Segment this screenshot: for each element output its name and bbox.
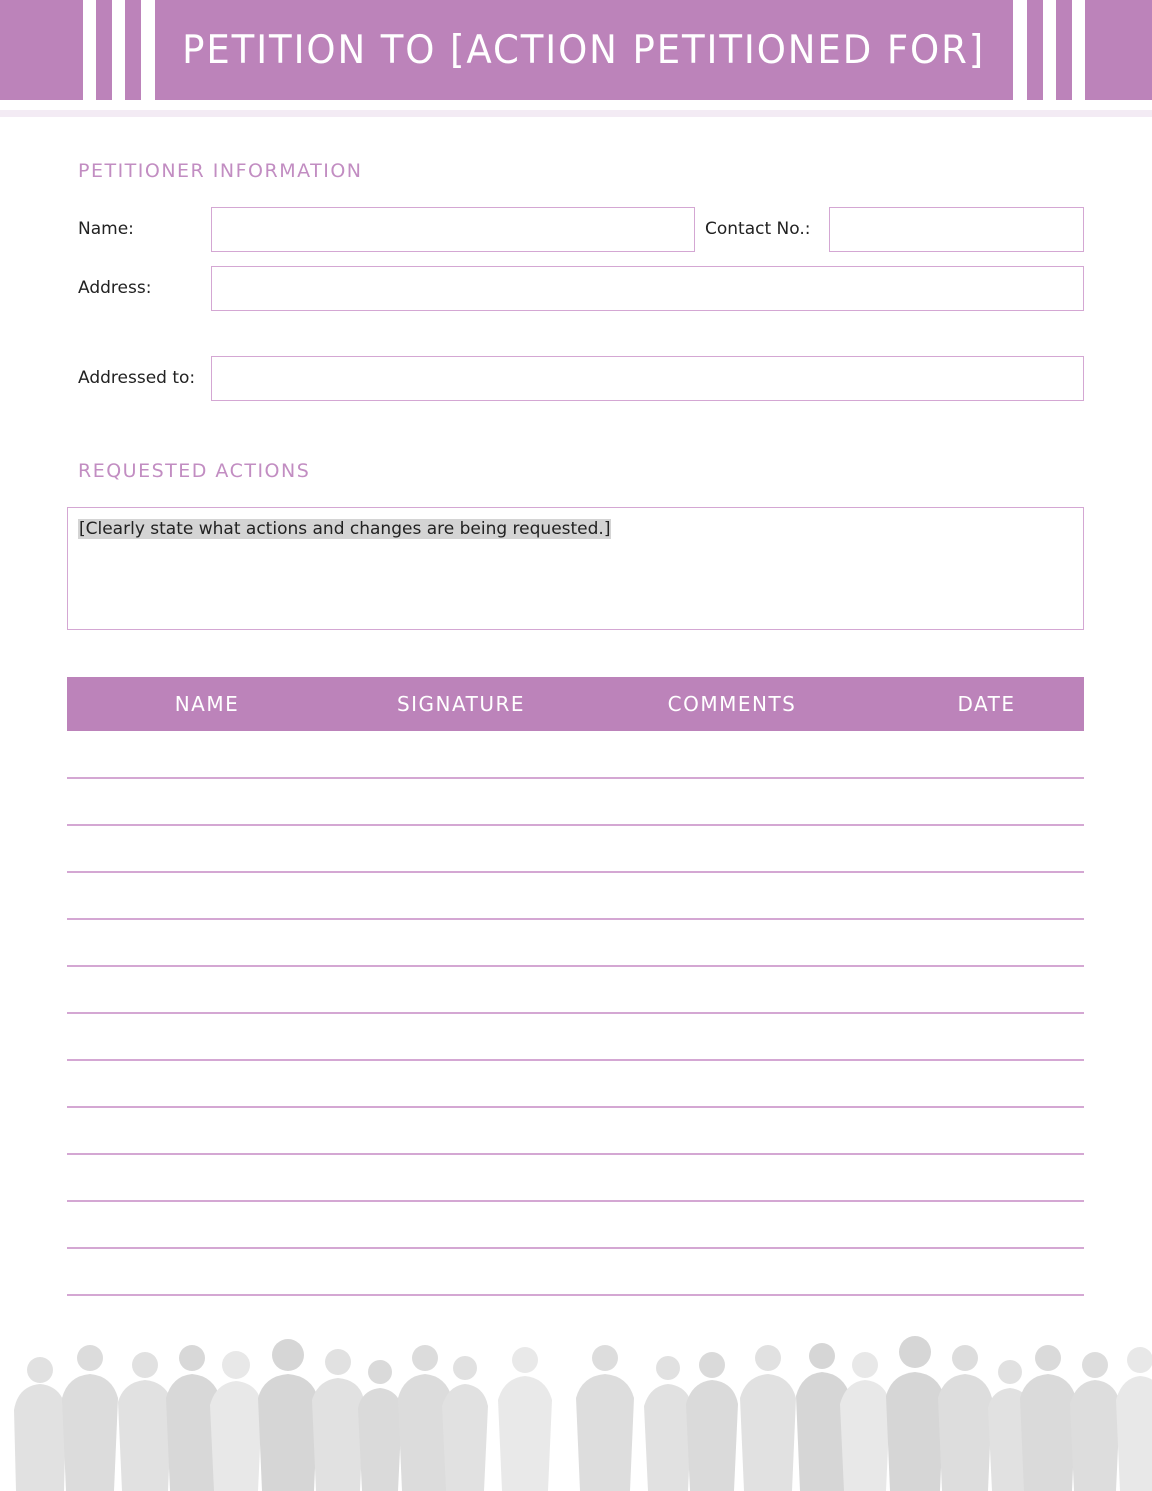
address-field[interactable]: [211, 266, 1084, 311]
requested-actions-placeholder[interactable]: [Clearly state what actions and changes are being requested.]: [79, 519, 611, 539]
header-underline-strip: [0, 110, 1152, 117]
header-right-block: [1085, 0, 1152, 100]
section-title-requested-actions: REQUESTED ACTIONS: [78, 460, 311, 482]
header-left-block: [0, 0, 83, 100]
contact-field[interactable]: [829, 207, 1084, 252]
addressed-to-label: Addressed to:: [78, 368, 196, 388]
column-header-name: NAME: [174, 692, 240, 716]
table-row[interactable]: [67, 1294, 1084, 1296]
address-label: Address:: [78, 278, 152, 298]
table-row[interactable]: [67, 918, 1084, 920]
table-row[interactable]: [67, 1106, 1084, 1108]
column-header-date: DATE: [957, 692, 1016, 716]
table-row[interactable]: [67, 1247, 1084, 1249]
table-row[interactable]: [67, 1153, 1084, 1155]
table-row[interactable]: [67, 1012, 1084, 1014]
name-field[interactable]: [211, 207, 695, 252]
header-right-stripe: [1027, 0, 1043, 100]
column-header-comments: COMMENTS: [667, 692, 797, 716]
table-row[interactable]: [67, 871, 1084, 873]
requested-actions-field[interactable]: [67, 507, 1084, 630]
header-right-stripe: [1056, 0, 1072, 100]
section-title-petitioner: PETITIONER INFORMATION: [78, 160, 363, 182]
header-left-stripe: [125, 0, 141, 100]
table-row[interactable]: [67, 824, 1084, 826]
crowd-illustration-icon: [0, 1320, 1152, 1491]
table-row[interactable]: [67, 1059, 1084, 1061]
header-left-stripe: [96, 0, 112, 100]
signature-table-header: [67, 677, 1084, 731]
contact-label: Contact No.:: [705, 219, 811, 239]
column-header-signature: SIGNATURE: [396, 692, 526, 716]
addressed-to-field[interactable]: [211, 356, 1084, 401]
page-title: [155, 0, 1013, 100]
table-row[interactable]: [67, 1200, 1084, 1202]
name-label: Name:: [78, 219, 134, 239]
table-row[interactable]: [67, 965, 1084, 967]
page-title-text: PETITION TO [ACTION PETITIONED FOR]: [182, 27, 986, 73]
table-row[interactable]: [67, 777, 1084, 779]
